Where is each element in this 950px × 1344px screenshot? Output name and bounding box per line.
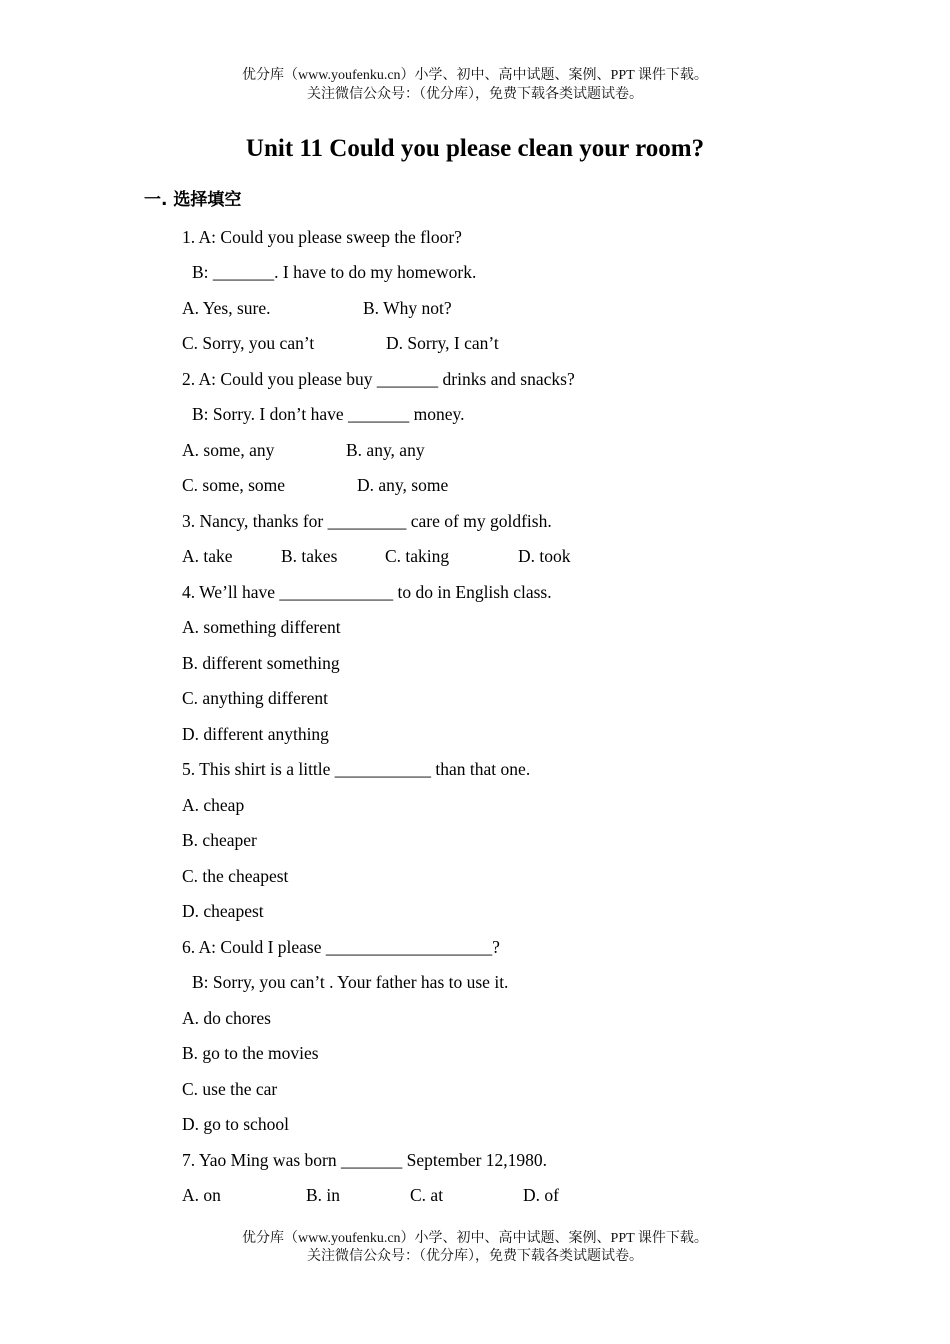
footer-line-1: 优分库（www.youfenku.cn）小学、初中、高中试题、案例、PPT 课件下载。 — [242, 1231, 708, 1246]
question-2-option-c: C. some, some — [182, 475, 286, 495]
question-5-prompt: 5. This shirt is a little ___________ than that one. — [182, 759, 531, 779]
question-5-option-b: B. cheaper — [182, 830, 257, 850]
question-6-prompt: 6. A: Could I please ___________________? — [182, 937, 500, 957]
question-5-option-d: D. cheapest — [182, 901, 264, 921]
question-1-option-d: D. Sorry, I can’t — [386, 333, 499, 353]
question-3-option-d: D. took — [518, 546, 571, 566]
question-2-option-a: A. some, any — [182, 440, 275, 460]
question-3-prompt: 3. Nancy, thanks for _________ care of my goldfish. — [182, 511, 552, 531]
question-1-option-b: B. Why not? — [363, 298, 452, 318]
question-6-option-b: B. go to the movies — [182, 1043, 319, 1063]
question-5-option-a: A. cheap — [182, 795, 245, 815]
question-7-option-c: C. at — [410, 1185, 444, 1205]
question-1-prompt: 1. A: Could you please sweep the floor? — [182, 227, 462, 247]
question-3-option-c: C. taking — [385, 546, 450, 566]
page-title: Unit 11 Could you please clean your room? — [245, 135, 705, 162]
question-4-option-c: C. anything different — [182, 688, 328, 708]
question-1-response: B: _______. I have to do my homework. — [192, 262, 477, 282]
question-7-option-a: A. on — [182, 1185, 221, 1205]
question-4-option-a: A. something different — [182, 617, 341, 637]
question-6-option-a: A. do chores — [182, 1008, 271, 1028]
question-2-option-b: B. any, any — [346, 440, 425, 460]
question-2-response: B: Sorry. I don’t have _______ money. — [192, 404, 465, 424]
question-7-prompt: 7. Yao Ming was born _______ September 12,1980. — [182, 1150, 548, 1170]
question-2-option-d: D. any, some — [357, 475, 449, 495]
question-6-response: B: Sorry, you can’t . Your father has to use it. — [192, 972, 509, 992]
question-6-option-c: C. use the car — [182, 1079, 278, 1099]
question-4-option-d: D. different anything — [182, 724, 329, 744]
question-4-prompt: 4. We’ll have _____________ to do in English class. — [182, 582, 552, 602]
question-1-option-c: C. Sorry, you can’t — [182, 333, 315, 353]
question-3-option-a: A. take — [182, 546, 233, 566]
header-line-1: 优分库（www.youfenku.cn）小学、初中、高中试题、案例、PPT 课件下载。 — [242, 68, 708, 83]
question-6-option-d: D. go to school — [182, 1114, 289, 1134]
footer-line-2: 关注微信公众号：（优分库），免费下载各类试题试卷。 — [307, 1249, 643, 1264]
question-1-option-a: A. Yes, sure. — [182, 298, 271, 318]
header-line-2: 关注微信公众号：（优分库），免费下载各类试题试卷。 — [307, 87, 643, 102]
question-4-option-b: B. different something — [182, 653, 340, 673]
section-heading: 一. 选择填空 — [144, 190, 242, 210]
question-7-option-b: B. in — [306, 1185, 341, 1205]
question-3-option-b: B. takes — [281, 546, 338, 566]
question-5-option-c: C. the cheapest — [182, 866, 289, 886]
question-7-option-d: D. of — [523, 1185, 559, 1205]
question-2-prompt: 2. A: Could you please buy _______ drinks and snacks? — [182, 369, 575, 389]
